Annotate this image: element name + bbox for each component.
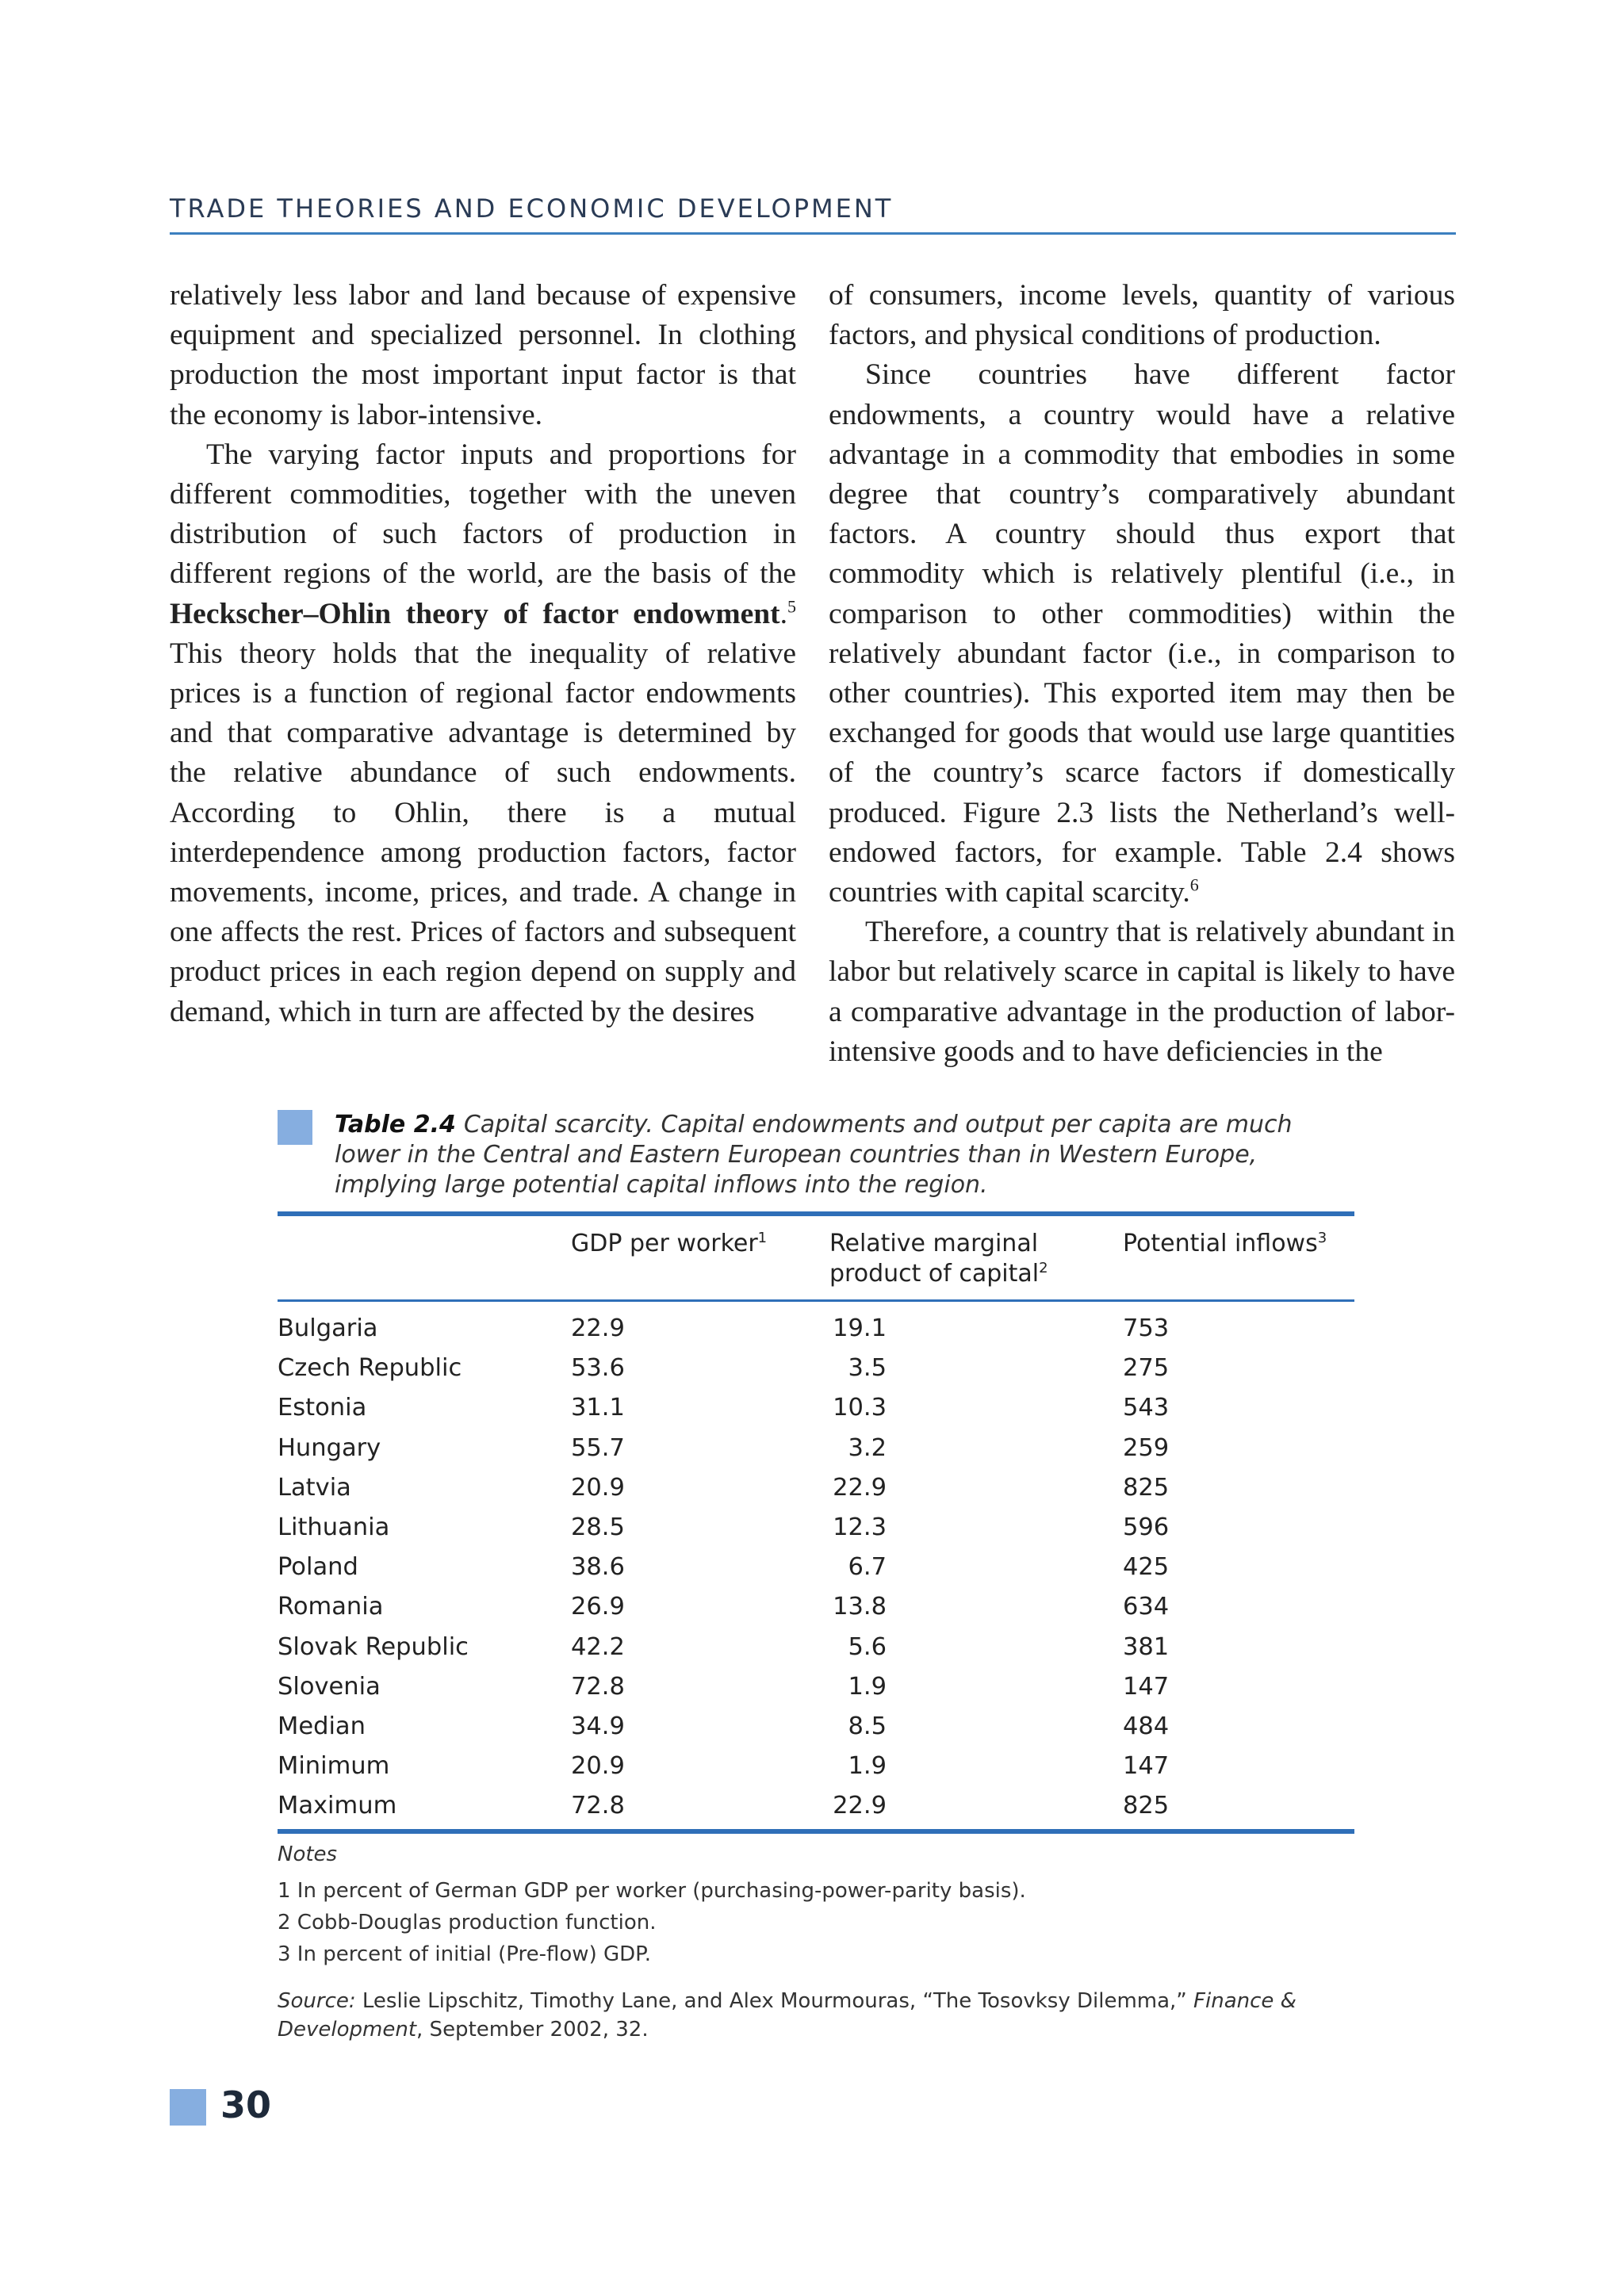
- country-cell: Minimum: [278, 1752, 390, 1781]
- footnote-ref: 1: [757, 1230, 768, 1246]
- gdp-cell: 34.9: [571, 1712, 625, 1740]
- col-header-inflows: [1123, 1229, 1327, 1259]
- table-row: [278, 1394, 1354, 1433]
- table-notes: [278, 1843, 1356, 2044]
- rmp-cell: 1.9: [848, 1752, 887, 1781]
- rmp-cell: 5.6: [848, 1632, 887, 1661]
- paragraph-text: This theory holds that the inequality of relative prices is a function of regional factor endowments and that comparative advantage is determined by the relative abundance of such endowments. According to Ohlin, there is a mutual interdependence among production factors, factor movements, income, prices, and trade. A change in one affects the rest. Prices of factors and subsequent product prices in each region depend on supply and demand, which in turn are affected by the desires: [170, 637, 796, 1028]
- col-header-rmp: [829, 1229, 1048, 1289]
- table-row: [278, 1513, 1354, 1553]
- table-row: [278, 1633, 1354, 1673]
- footnote-ref: 2: [1039, 1260, 1048, 1276]
- source-journal: Finance & Development: [278, 1989, 1297, 2042]
- col-header-text: product of capital: [829, 1260, 1040, 1288]
- source-line: [278, 1987, 1356, 2044]
- inflows-cell: 381: [1123, 1632, 1170, 1661]
- inflows-cell: 634: [1123, 1593, 1170, 1621]
- gdp-cell: 28.5: [571, 1513, 625, 1541]
- rmp-cell: 13.8: [833, 1593, 887, 1621]
- rmp-cell: 3.5: [848, 1354, 887, 1383]
- gdp-cell: 20.9: [571, 1473, 625, 1502]
- caption-text: Capital scarcity. Capital endowments and output per capita are much lower in the Central and Eastern European countries than in Western Europe, implying large potential capital inflows into the region.: [335, 1111, 1293, 1199]
- source-text: Leslie Lipschitz, Timothy Lane, and Alex Mourmouras, “The Tosovksy Dilemma,”: [362, 1989, 1187, 2013]
- country-cell: Hungary: [278, 1433, 381, 1462]
- inflows-cell: 147: [1123, 1752, 1170, 1781]
- table-row: [278, 1593, 1354, 1632]
- col-header-gdp: [571, 1229, 767, 1259]
- table-row: [278, 1314, 1354, 1354]
- note-item: 2 Cobb-Douglas production function.: [278, 1911, 657, 1934]
- table-row: [278, 1474, 1354, 1513]
- notes-heading: Notes: [278, 1843, 338, 1866]
- country-cell: Poland: [278, 1553, 358, 1582]
- gdp-cell: 53.6: [571, 1354, 625, 1383]
- inflows-cell: 275: [1123, 1354, 1170, 1383]
- inflows-cell: 825: [1123, 1473, 1170, 1502]
- paragraph-text: Since countries have different factor endowments, a country would have a relative advantage in a commodity that embodies in some degree that country’s comparatively abundant factors. A country should thus export that commodity which is relatively plentiful (i.e., in comparison to other commodities) within the relatively abundant factor (i.e., in comparison to other countries). This exported item may then be exchanged for goods that would use large quantities of the country’s scarce factors if domestically produced. Figure 2.3 lists the Netherland’s well-endowed factors, for example. Table 2.4 shows countries with capital scarcity.: [829, 358, 1455, 909]
- inflows-cell: 596: [1123, 1513, 1170, 1541]
- rmp-cell: 6.7: [848, 1553, 887, 1582]
- body-column-left: [170, 276, 796, 1032]
- table-row: [278, 1673, 1354, 1712]
- rmp-cell: 8.5: [848, 1712, 887, 1740]
- table-row: [278, 1712, 1354, 1752]
- gdp-cell: 72.8: [571, 1792, 625, 1820]
- table-row: [278, 1752, 1354, 1792]
- rmp-cell: 22.9: [833, 1473, 887, 1502]
- country-cell: Czech Republic: [278, 1354, 462, 1383]
- inflows-cell: 425: [1123, 1553, 1170, 1582]
- table-row: [278, 1553, 1354, 1593]
- body-column-right: [829, 276, 1455, 1072]
- gdp-cell: 72.8: [571, 1672, 625, 1701]
- gdp-cell: 38.6: [571, 1553, 625, 1582]
- table-row: [278, 1434, 1354, 1474]
- paragraph: of consumers, income levels, quantity of various factors, and physical conditions of production.: [829, 279, 1455, 352]
- country-cell: Romania: [278, 1593, 384, 1621]
- table-top-rule: [278, 1211, 1354, 1216]
- gdp-cell: 42.2: [571, 1632, 625, 1661]
- country-cell: Maximum: [278, 1792, 397, 1820]
- gdp-cell: 20.9: [571, 1752, 625, 1781]
- page-number: 30: [220, 2084, 272, 2126]
- page-number-marker-icon: [170, 2089, 206, 2126]
- country-cell: Slovenia: [278, 1672, 381, 1701]
- table-label: Table 2.4: [335, 1111, 456, 1138]
- paragraph: Therefore, a country that is relatively abundant in labor but relatively scarce in capital is likely to have a comparative advantage in the production of labor-intensive goods and to have deficiencies in the: [829, 916, 1455, 1068]
- note-item: 3 In percent of initial (Pre-flow) GDP.: [278, 1942, 652, 1966]
- col-header-text: GDP per worker: [571, 1230, 758, 1257]
- inflows-cell: 147: [1123, 1672, 1170, 1701]
- running-head: TRADE THEORIES AND ECONOMIC DEVELOPMENT: [170, 193, 894, 224]
- header-rule: [170, 232, 1456, 235]
- rmp-cell: 12.3: [833, 1513, 887, 1541]
- footnote-ref: 3: [1317, 1230, 1327, 1246]
- rmp-cell: 22.9: [833, 1792, 887, 1820]
- inflows-cell: 825: [1123, 1792, 1170, 1820]
- inflows-cell: 259: [1123, 1433, 1170, 1462]
- inflows-cell: 484: [1123, 1712, 1170, 1740]
- table-bottom-rule: [278, 1829, 1354, 1834]
- note-item: 1 In percent of German GDP per worker (purchasing-power-parity basis).: [278, 1879, 1026, 1903]
- table-header-rule: [278, 1299, 1354, 1302]
- country-cell: Median: [278, 1712, 366, 1740]
- paragraph: relatively less labor and land because of expensive equipment and specialized personnel. In clothing production the most important input factor is that the economy is labor-intensive.: [170, 279, 796, 431]
- source-tail: , September 2002, 32.: [416, 2018, 649, 2042]
- col-header-text: Potential inflows: [1123, 1230, 1318, 1257]
- rmp-cell: 1.9: [848, 1672, 887, 1701]
- country-cell: Estonia: [278, 1394, 367, 1422]
- table-caption: [335, 1110, 1350, 1200]
- footnote-ref: 5: [787, 596, 796, 617]
- key-term: Heckscher–Ohlin theory of factor endowment: [170, 597, 780, 630]
- gdp-cell: 22.9: [571, 1314, 625, 1342]
- paragraph-text: The varying factor inputs and proportions for different commodities, together with the uneven distribution of such factors of production in different regions of the world, are the basis of the: [170, 438, 796, 591]
- footnote-ref: 6: [1189, 874, 1199, 895]
- country-cell: Lithuania: [278, 1513, 390, 1541]
- caption-marker-icon: [278, 1110, 312, 1145]
- paragraph: The varying factor inputs and proportions for different commodities, together with the uneven distribution of such factors of production in different regions of the world, are the basis of the Heckscher–Ohlin theory of factor endowment.$^5$ This theory holds that the inequality of relative prices is a function of regional factor endowments and that comparative advantage is determined by the relative abundance of such endowments. According to Ohlin, there is a mutual interdependence among production factors, factor movements, income, prices, and trade. A change in one affects the rest. Prices of factors and subsequent product prices in each region depend on supply and demand, which in turn are affected by the desires: [170, 438, 796, 1028]
- rmp-cell: 3.2: [848, 1433, 887, 1462]
- source-label: Source:: [278, 1989, 356, 2013]
- gdp-cell: 55.7: [571, 1433, 625, 1462]
- col-header-text: Relative marginal: [829, 1230, 1039, 1257]
- country-cell: Slovak Republic: [278, 1632, 469, 1661]
- country-cell: Bulgaria: [278, 1314, 378, 1342]
- inflows-cell: 543: [1123, 1394, 1170, 1422]
- paragraph: [829, 355, 1455, 913]
- gdp-cell: 31.1: [571, 1394, 625, 1422]
- inflows-cell: 753: [1123, 1314, 1170, 1342]
- rmp-cell: 19.1: [833, 1314, 887, 1342]
- country-cell: Latvia: [278, 1473, 351, 1502]
- table-row: [278, 1792, 1354, 1831]
- table-row: [278, 1354, 1354, 1394]
- gdp-cell: 26.9: [571, 1593, 625, 1621]
- rmp-cell: 10.3: [833, 1394, 887, 1422]
